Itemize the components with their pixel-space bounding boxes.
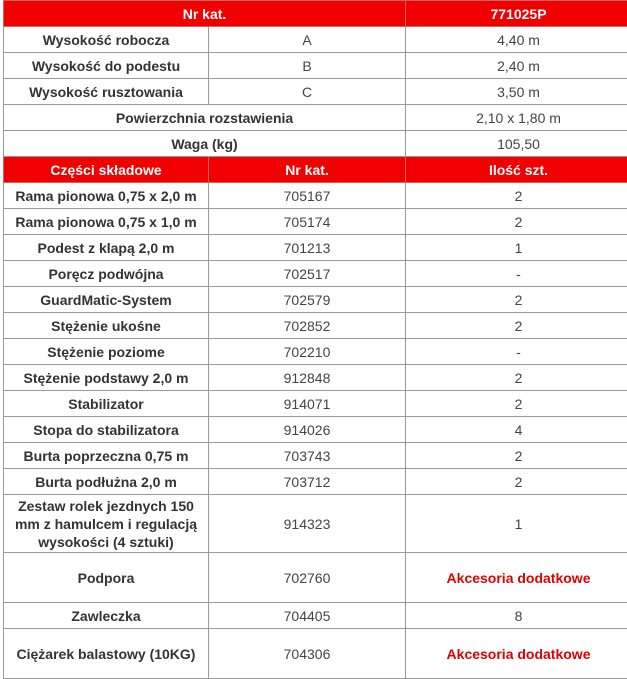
part-qty: 2 [406,313,627,339]
part-name: Ciężarek balastowy (10KG) [4,629,209,679]
parts-header-name: Części składowe [4,157,209,183]
part-row [4,261,627,287]
part-name: Rama pionowa 0,75 x 1,0 m [4,209,209,235]
part-row [4,235,627,261]
parts-header-row [4,157,627,183]
part-code: 705174 [209,209,406,235]
product-spec-table [3,0,627,679]
parts-header-code: Nr kat. [209,157,406,183]
part-row [4,209,627,235]
part-name: Zawleczka [4,603,209,629]
part-row [4,603,627,629]
part-qty: - [406,339,627,365]
spec-row [4,105,627,131]
spec-code: A [209,27,406,53]
spec-value: 2,10 x 1,80 m [406,105,627,131]
part-qty: 1 [406,495,627,553]
spec-value: 2,40 m [406,53,627,79]
part-row [4,183,627,209]
part-code: 702210 [209,339,406,365]
spec-name: Waga (kg) [4,131,406,157]
part-qty: 8 [406,603,627,629]
part-code: 912848 [209,365,406,391]
part-name: Burta poprzeczna 0,75 m [4,443,209,469]
part-code: 704306 [209,629,406,679]
spec-code: B [209,53,406,79]
part-row [4,365,627,391]
part-name: Zestaw rolek jezdnych 150 mm z hamulcem i regulacją wysokości (4 sztuki) [4,495,209,553]
part-name: Rama pionowa 0,75 x 2,0 m [4,183,209,209]
part-row [4,391,627,417]
part-qty: 2 [406,209,627,235]
header-value: 771025P [406,1,627,27]
part-code: 914026 [209,417,406,443]
part-code: 705167 [209,183,406,209]
part-row [4,629,627,679]
part-code: 702760 [209,553,406,603]
part-name: Stężenie ukośne [4,313,209,339]
spec-value: 105,50 [406,131,627,157]
spec-name: Wysokość rusztowania [4,79,209,105]
part-qty: 2 [406,183,627,209]
part-name: Burta podłużna 2,0 m [4,469,209,495]
part-name: Stopa do stabilizatora [4,417,209,443]
spec-row [4,27,627,53]
spec-name: Wysokość robocza [4,27,209,53]
part-row [4,495,627,553]
header-row [4,1,627,27]
part-qty: 2 [406,365,627,391]
part-name: Podest z klapą 2,0 m [4,235,209,261]
part-qty: 4 [406,417,627,443]
part-qty: 2 [406,469,627,495]
part-qty: 1 [406,235,627,261]
spec-row [4,53,627,79]
spec-code: C [209,79,406,105]
part-code: 702852 [209,313,406,339]
part-code: 914323 [209,495,406,553]
part-code: 702579 [209,287,406,313]
part-row [4,553,627,603]
part-name: Poręcz podwójna [4,261,209,287]
spec-value: 4,40 m [406,27,627,53]
spec-name: Wysokość do podestu [4,53,209,79]
part-name: Podpora [4,553,209,603]
part-code: 914071 [209,391,406,417]
part-row [4,443,627,469]
part-row [4,417,627,443]
part-qty: Akcesoria dodatkowe [406,553,627,603]
header-label: Nr kat. [4,1,406,27]
spec-row [4,131,627,157]
part-qty: Akcesoria dodatkowe [406,629,627,679]
part-name: Stężenie poziome [4,339,209,365]
part-row [4,339,627,365]
part-name: GuardMatic-System [4,287,209,313]
spec-name: Powierzchnia rozstawienia [4,105,406,131]
part-code: 704405 [209,603,406,629]
part-code: 702517 [209,261,406,287]
parts-header-qty: Ilość szt. [406,157,627,183]
part-row [4,313,627,339]
part-row [4,469,627,495]
part-qty: 2 [406,287,627,313]
part-qty: 2 [406,443,627,469]
part-code: 703743 [209,443,406,469]
spec-row [4,79,627,105]
part-row [4,287,627,313]
part-code: 703712 [209,469,406,495]
part-qty: - [406,261,627,287]
part-name: Stężenie podstawy 2,0 m [4,365,209,391]
part-name: Stabilizator [4,391,209,417]
part-code: 701213 [209,235,406,261]
spec-value: 3,50 m [406,79,627,105]
part-qty: 2 [406,391,627,417]
